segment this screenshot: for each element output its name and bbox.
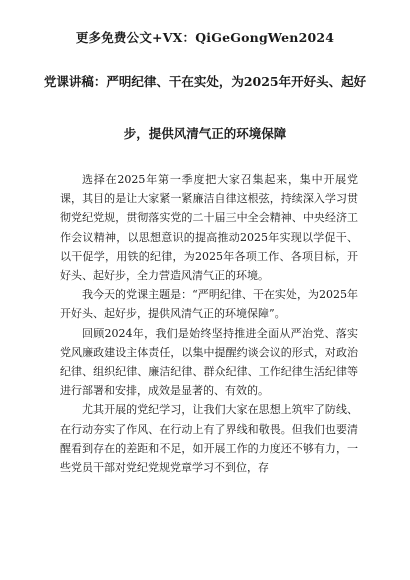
body-paragraph-1: 选择在2025年第一季度把大家召集起来，集中开展党课，其目的是让大家紧一紧廉洁自律这根弦，持续深入学习贯彻党纪党规，贯彻落实党的二十届三中全会精神、中央经济工作会议精神，以思想意识的提高推动2025年实现以学促干、以干促学，用铁的纪律，为2025年各项工作、各项目标，开好头、起好步，全力营造风清气正的环境。: [60, 173, 358, 283]
document-title-line-2: 步，提供风清气正的环境保障: [123, 126, 287, 141]
body-paragraph-2: 我今天的党课主题是：“严明纪律、干在实处，为2025年开好头、起好步，提供风清气正的环境保障”。: [60, 288, 358, 321]
body-paragraph-4: 尤其开展的党纪学习，让我们大家在思想上筑牢了防线、在行动夯实了作风、在行动上有了界线和敬畏。但我们也要清醒看到存在的差距和不足，如开展工作的力度还不够有力，一些党员干部对党纪党规党章学习不到位，存: [60, 403, 358, 475]
body-paragraph-3: 回顾2024年，我们是始终坚持推进全面从严治党、落实党风廉政建设主体责任，以集中提醒约谈会议的形式，对政治纪律、组织纪律、廉洁纪律、群众纪律、工作纪律生活纪律等进行部署和安排，成效是显著的、有效的。: [60, 326, 358, 398]
promo-header: 更多免费公文+VX：QiGeGongWen2024: [75, 30, 335, 45]
document-body: [60, 170, 358, 477]
document-title-line-1: 党课讲稿：严明纪律、干在实处，为2025年开好头、起好: [43, 74, 367, 89]
